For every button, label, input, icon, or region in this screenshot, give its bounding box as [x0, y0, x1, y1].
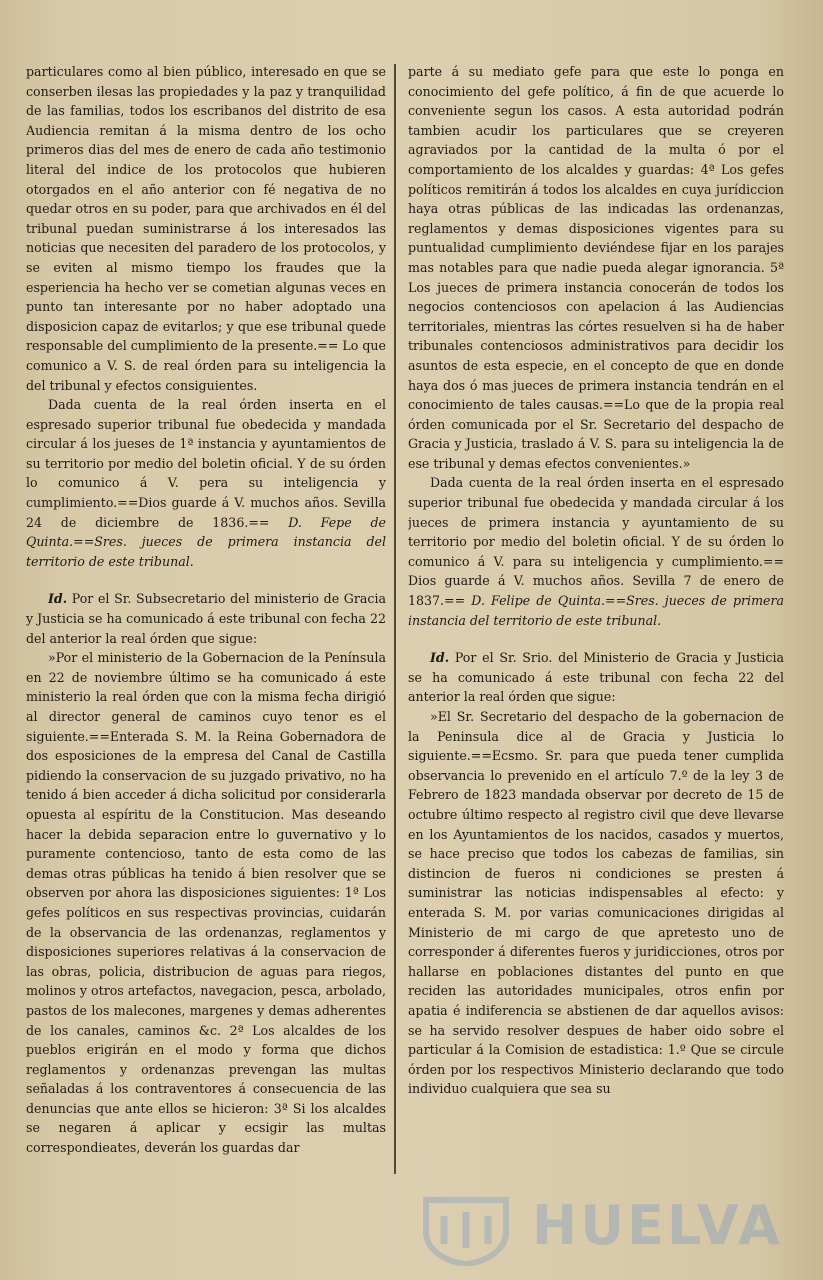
- left-paragraph-3: »Por el ministerio de la Gobernacion de la Península en 22 de noviembre último se ha comunicado á este ministerio la real órden que con la misma fecha dirigió al director general de caminos cuyo tenor es el siguiente.==Enterada S. M. la Reina Gobernadora de dos esposiciones de la empresa del Canal de Castilla pidiendo la conservacion de su juzgado privativo, no ha tenido á bien acceder á dicha solicitud por considerarla opuesta al espíritu de la Constitucion. Mas deseando hacer la debida separacion entre lo guvernativo y lo puramente contencioso, tanto de esta como de las demas otras públicas ha tenido á bien resolver que se observen por ahora las disposiciones siguientes: 1ª Los gefes políticos en sus respectivas provincias, cuidarán de la observancia de las ordenanzas, reglamentos y disposiciones superiores relativas á la conservacion de las obras, policia, distribucion de aguas para riegos, molinos y otros artefactos, navegacion, pesca, arbolado, pastos de los malecones, margenes y demas adherentes de los canales, caminos &c. 2ª Los alcaldes de los pueblos erigirán en el modo y forma que dichos reglamentos y ordenanzas prevengan las multas señaladas á los contraventores á consecuencia de las denuncias que ante ellos se hicieron: 3ª Si los alcaldes se negaren á aplicar y ecsigir las multas correspondieates, deverán los guardas dar: [26, 650, 386, 1156]
- right-section-id: Id.: [430, 650, 450, 666]
- left-signature: D. Fepe de Quinta.==Sres. jueces de primera instancia del territorio de este tribunal.: [26, 514, 386, 569]
- left-paragraph-2: [26, 395, 386, 571]
- right-section-intro: Por el Sr. Srio. del Ministerio de Gracia y Justicia se ha comunicado á este tribunal con fecha 22 del anterior la real órden que sigue:: [408, 650, 784, 705]
- left-section-id: Id.: [48, 591, 68, 607]
- right-column: [408, 62, 784, 1190]
- left-paragraph-2-text: Dada cuenta de la real órden inserta en el espresado superior tribunal fue obedecida y mandada circular á los jueses de 1ª instancia y ayuntamientos de su territorio por medio del boletin oficial. Y de su órden lo comunico á V. pera su inteligencia y cumplimiento.==Dios guarde á V. muchos años. Sevilla 24 de diciembre de 1836.==: [26, 397, 386, 530]
- right-paragraph-2-text: Dada cuenta de la real órden inserta en el espresado superior tribunal fue obedecida y mandada circular á los jueces de primera instancia y ayuntamiento de su territorio por medio del boletin oficial. Y de su órden lo comunico á V. para su inteligencia y cumplimiento.== Dios guarde á V. muchos años. Sevilla 7 de enero de 1837.==: [408, 475, 784, 609]
- column-divider: [394, 64, 396, 1174]
- right-paragraph-1: parte á su mediato gefe para que este lo ponga en conocimiento del gefe político, á fin de que acuerde lo conveniente segun los casos. A esta autoridad podrán tambien acudir los particulares que se creyeren agraviados por la cantidad de la multa ó por el comportamiento de los alcaldes y guardas: 4ª Los gefes políticos remitirán á todos los alcaldes en cuya jurídiccion haya otras públicas de las indicadas las ordenanzas, reglamentos y demas disposiciones vigentes para su puntualidad cumplimiento deviéndese fijar en los parajes mas notables para que nadie pueda alegar ignorancia. 5ª Los jueces de primera instancia conocerán de todos los negocios contenciosos con apelacion á las Audiencias territoriales, mientras las córtes resuelven si ha de haber tribunales contenciosos administrativos para decidir los asuntos de esta especie, en el concepto de que en donde haya dos ó mas jueces de primera instancia tendrán en el conocimiento de tales causas.==Lo que de la propia real órden comunicada por el Sr. Secretario del despacho de Gracia y Justicia, traslado á V. S. para su inteligencia la de ese tribunal y demas efectos convenientes.»: [408, 64, 784, 471]
- right-paragraph-3: »El Sr. Secretario del despacho de la gobernacion de la Peninsula dice al de Gracia y Justicia lo siguiente.==Ecsmo. Sr. para que pueda tener cumplida observancia lo prevenido en el artículo 7.º de la ley 3 de Febrero de 1823 mandada observar por decreto de 15 de octubre último respecto al registro civil que deve llevarse en los Ayuntamientos de los nacidos, casados y muertos, se hace preciso que todos los cabezas de familias, sin distincion de fueros ni condiciones se presten á suministrar las noticias indispensables al efecto: y enterada S. M. por varias comunicaciones dirigidas al Ministerio de mi cargo de que apretesto uno de corresponder á diferentes fueros y juridicciones, otros por hallarse en poblaciones distantes del punto en que reciden las autoridades municipales, otros enfin por apatia é indiferencia se abstienen de dar aquellos avisos: se ha servido resolver despues de haber oido sobre el particular á la Comision de estadistica: 1.º Que se circule órden por los respectivos Ministerio declarando que todo individuo cualquiera que sea su: [408, 709, 784, 1097]
- right-paragraph-2: [408, 473, 784, 630]
- right-section-header: [408, 648, 784, 707]
- huelva-watermark: [420, 1190, 783, 1270]
- right-signature: D. Felipe de Quinta.==Sres. jueces de primera instancia del territorio de este tribunal.: [408, 593, 784, 628]
- left-section-intro: Por el Sr. Subsecretario del ministerio de Gracia y Justicia se ha comunicado á este tribunal con fecha 22 del anterior la real órden que sigue:: [26, 591, 386, 646]
- left-paragraph-1: particulares como al bien público, interesado en que se conserben ilesas las propiedades y la paz y tranquilidad de las familias, todos los escribanos del distrito de esa Audiencia remitan á la misma dentro de los ocho primeros dias del mes de enero de cada año testimonio literal del indice de los protocolos que hubieren otorgados en el año anterior con fé negativa de no quedar otros en su poder, para que archivados en él del tribunal puedan suministrarse á los interesados las noticias que necesiten del paradero de los protocolos, y se eviten al mismo tiempo los fraudes que la esperiencia ha hecho ver se cometian algunas veces en punto tan interesante por no haber adoptado una disposicion capaz de evitarlos; y que ese tribunal quede responsable del cumplimiento de la presente.== Lo que comunico a V. S. de real órden para su inteligencia la del tribunal y efectos consiguientes.: [26, 64, 386, 393]
- left-section-header: [26, 589, 386, 648]
- shield-icon: [420, 1196, 512, 1266]
- watermark-text: HUELVA: [532, 1194, 783, 1257]
- left-column: [26, 62, 386, 1190]
